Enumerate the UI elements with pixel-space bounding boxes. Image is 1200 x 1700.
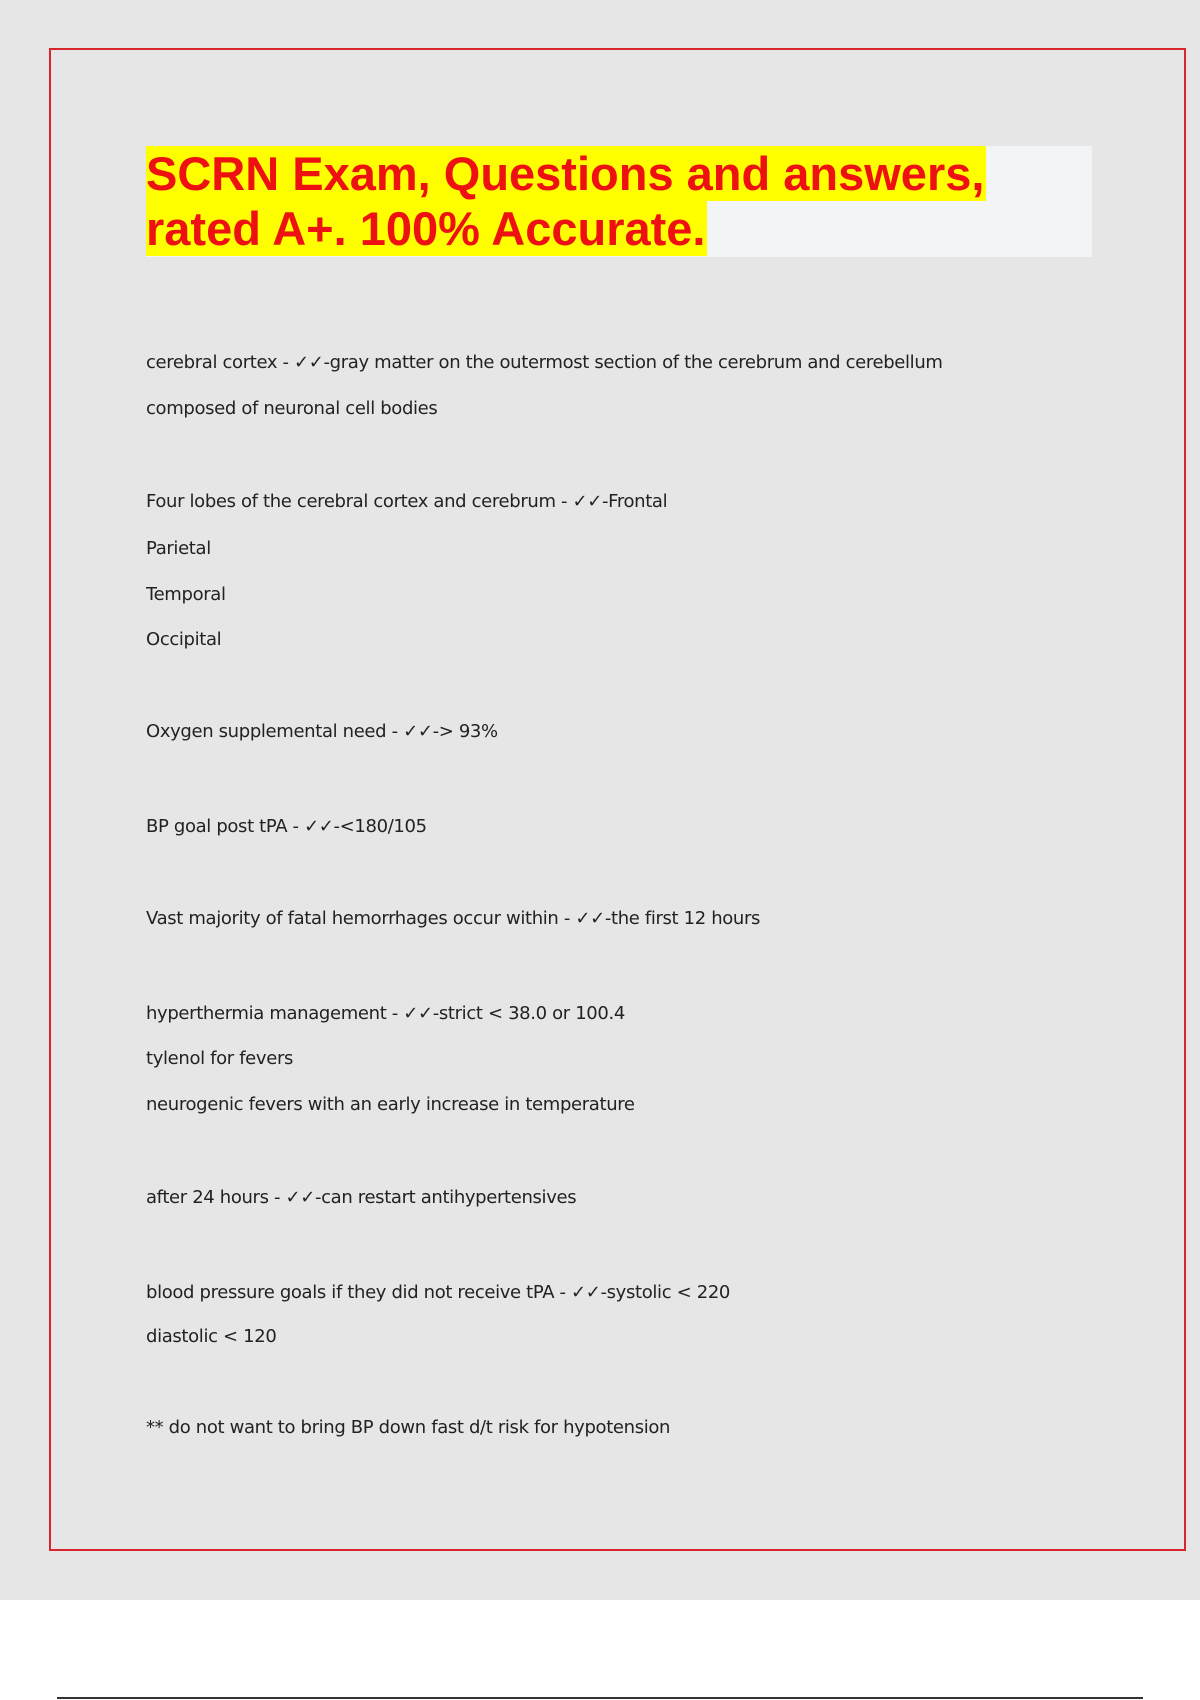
title-line-1: SCRN Exam, Questions and answers, (146, 147, 985, 200)
qa-line: Temporal (146, 584, 226, 605)
title-line-2: rated A+. 100% Accurate. (146, 202, 706, 255)
qa-line: neurogenic fevers with an early increase in temperature (146, 1094, 635, 1115)
qa-line: BP goal post tPA - ✓✓-<180/105 (146, 816, 427, 837)
qa-line: ** do not want to bring BP down fast d/t risk for hypotension (146, 1417, 671, 1438)
qa-line: tylenol for fevers (146, 1048, 294, 1069)
qa-line: Oxygen supplemental need - ✓✓-> 93% (146, 721, 498, 742)
qa-line: cerebral cortex - ✓✓-gray matter on the outermost section of the cerebrum and cerebellum (146, 352, 943, 373)
document-title (146, 146, 986, 256)
qa-line: composed of neuronal cell bodies (146, 398, 438, 419)
qa-line: blood pressure goals if they did not receive tPA - ✓✓-systolic < 220 (146, 1282, 731, 1303)
qa-line: Vast majority of fatal hemorrhages occur within - ✓✓-the first 12 hours (146, 908, 761, 929)
qa-line: hyperthermia management - ✓✓-strict < 38.0 or 100.4 (146, 1003, 625, 1024)
qa-line: after 24 hours - ✓✓-can restart antihypertensives (146, 1187, 577, 1208)
qa-line: Parietal (146, 538, 211, 559)
footer-rule (57, 1697, 1143, 1699)
qa-line: Four lobes of the cerebral cortex and cerebrum - ✓✓-Frontal (146, 491, 668, 512)
qa-line: diastolic < 120 (146, 1326, 277, 1347)
qa-line: Occipital (146, 629, 222, 650)
